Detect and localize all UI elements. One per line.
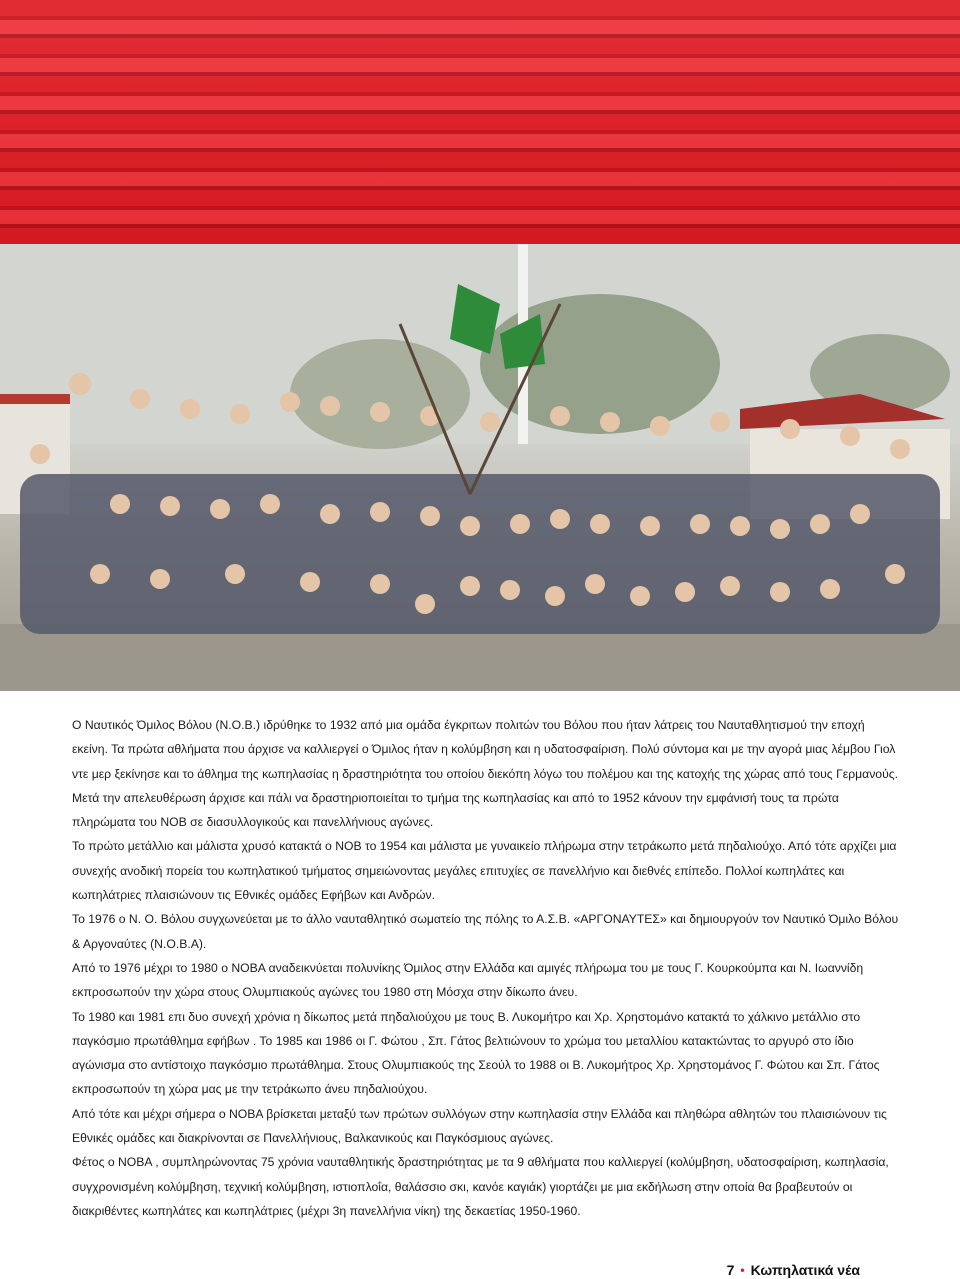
footer-separator: • [740, 1263, 745, 1277]
paragraph-7: Από τότε και μέχρι σήμερα ο ΝΟΒΑ βρίσκεται μεταξύ των πρώτων συλλόγων στην κωπηλασία στην Ελλάδα και πληθώρα αθλητών του πλαισιώνουν τις Εθνικές ομάδες και διακρίνονται σε Πανελλήνιους, Βαλκανικούς και Παγκόσμιους αγώνες. [72, 1106, 887, 1146]
paragraph-3: Το πρώτο μετάλλιο και μάλιστα χρυσό κατακτά ο ΝΟΒ το 1954 και μάλιστα με γυναικείο πλήρωμα στην τετράκωπο μετά πηδαλιούχο. Από τότε αρχίζει μια συνεχής ανοδική πορεία του κωπηλατικού τμήματος σημειώνοντας μεγάλες επιτυχίες σε πανελλήνιο και διεθνές επίπεδο. Πολλοί κωπηλάτες και κωπηλάτριες πλαισιώνουν τις Εθνικές ομάδες Εφήβων και Ανδρών. [72, 839, 897, 903]
page-footer [727, 1262, 860, 1278]
header-banner-shade [0, 0, 960, 244]
paragraph-2: Μετά την απελευθέρωση άρχισε και πάλι να δραστηριοποιείται το τμήμα της κωπηλασίας και από το 1952 κάνουν την εμφάνισή τους τα πρώτα πληρώματα του ΝΟΒ σε διασυλλογικούς και πανελλήνιους αγώνες. [72, 790, 839, 830]
paragraph-1: Ο Ναυτικός Όμιλος Βόλου (Ν.Ο.Β.) ιδρύθηκε το 1932 από μια ομάδα έγκριτων πολιτών του Βόλου που ήταν λάτρεις του Ναυταθλητισμού την εποχή εκείνη. Τα πρώτα αθλήματα που άρχισε να καλλιεργεί ο Όμιλος ήταν η κολύμβηση και η υδατοσφαίριση. Πολύ σύντομα και με την αγορά μιας λέμβου Γιολ ντε μερ ξεκίνησε και το άθλημα της κωπηλασίας η δραστηριότητα του οποίου διεκόπη λόγω του πολέμου και της κατοχής της χώρας από τους Γερμανούς. [72, 718, 899, 781]
paragraph-4: Το 1976 ο Ν. Ο. Βόλου συγχωνεύεται με το άλλο ναυταθλητικό σωματείο της πόλης το Α.Σ.Β. «ΑΡΓΟΝΑΥΤΕΣ» και δημιουργούν τον Ναυτικό Όμιλο Βόλου & Αργοναύτες (Ν.Ο.Β.Α). [72, 912, 899, 951]
publication-name: Κωπηλατικά νέα [750, 1262, 860, 1278]
article-body [72, 713, 902, 1223]
paragraph-8: Φέτος ο ΝΟΒΑ , συμπληρώνοντας 75 χρόνια ναυταθλητικής δραστηριότητας με τα 9 αθλήματα που καλλιεργεί (κολύμβηση, υδατοσφαίριση, κωπηλασία, συγχρονισμένη κολύμβηση, τεχνική κολύμβηση, ιστιοπλοΐα, θαλάσσιο σκι, κανόε καγιάκ) γιορτάζει με μια εκδήλωση στην οποία θα βραβευτούν οι διακριθέντες κωπηλάτες και κωπηλάτριες (μέχρι 3η πανελλήνια νίκη) της δεκαετίας 1950-1960. [72, 1155, 889, 1218]
paragraph-5: Από το 1976 μέχρι το 1980 ο ΝΟΒΑ αναδεικνύεται πολυνίκης Όμιλος στην Ελλάδα και αμιγές πλήρωμα του με τους Γ. Κουρκούμπα και Ν. Ιωαννίδη εκπροσωπούν την χώρα στους Ολυμπιακούς αγώνες του 1980 στη Μόσχα στην δίκωπο άνευ. [72, 960, 864, 1000]
paragraph-6: Το 1980 και 1981 επι δυο συνεχή χρόνια η δίκωπος μετά πηδαλιούχου με τους Β. Λυκομήτρο και Χρ. Χρηστομάνο κατακτά το χάλκινο μετάλλιο στο παγκόσμιο πρωτάθλημα εφήβων . Το 1985 και 1986 οι Γ. Φώτου , Σπ. Γάτος βελτιώνουν το χρώμα του μεταλλίου κατακτώντας το αργυρό στο ίδιο αγώνισμα στο αντίστοιχο παγκόσμιο πρωτάθλημα. Στους Ολυμπιακούς της Σεούλ το 1988 οι Β. Λυκομήτρος Χρ. Χρηστομάνος Γ. Φώτου και Σπ. Γάτος εκπροσωπούν τη χώρα μας με την τετράκωπο άνευ πηδαλιούχου. [72, 1009, 880, 1097]
group-photo [0, 244, 960, 691]
group-photo-illustration [0, 244, 960, 691]
page-number: 7 [726, 1262, 735, 1278]
